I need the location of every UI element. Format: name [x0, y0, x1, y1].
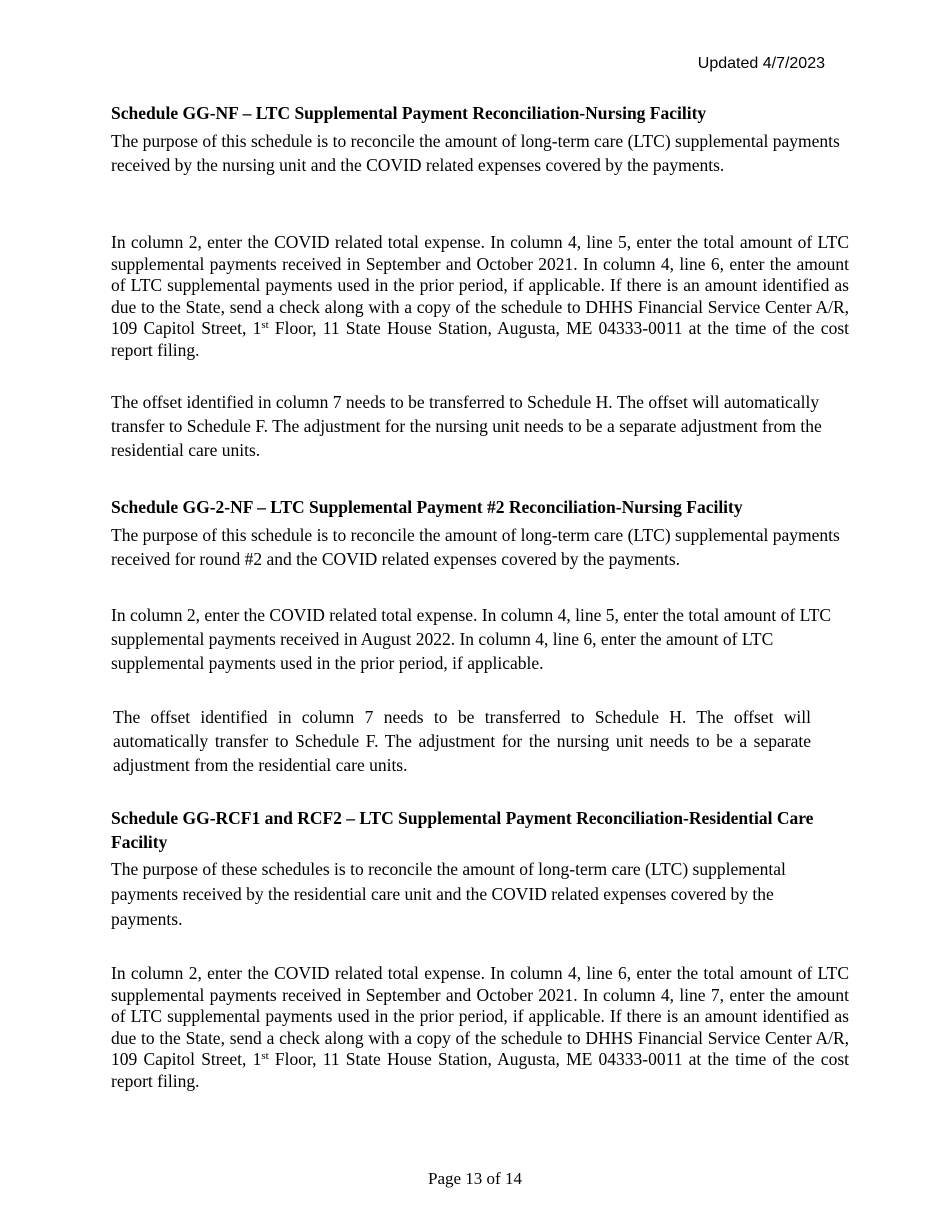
instructions-gg-rcf-text-1: In column 2, enter the COVID related total expense. In column 4, line 6, enter the total amount of LTC supplemental payments received in September and October 2021. In column 4, line 7, enter the amount of LTC supplemental payments used in the prior period, if applicable. If there is an amount identified as due to the State, send a check along with a copy of the schedule to DHHS Financial Service Center A/R, 109 Capitol Street, 1	[111, 963, 849, 1069]
section-heading-gg2-nf: Schedule GG-2-NF – LTC Supplemental Payment #2 Reconciliation-Nursing Facility	[111, 497, 743, 517]
offset-gg2-nf: The offset identified in column 7 needs to be transferred to Schedule H. The offset will automatically transfer to Schedule F. The adjustment for the nursing unit needs to be a separate adjustment from the residential care units.	[113, 707, 811, 775]
purpose-gg-rcf: The purpose of these schedules is to reconcile the amount of long-term care (LTC) supplemental payments received by the residential care unit and the COVID related expenses covered by the payments.	[111, 859, 786, 929]
offset-gg-nf: The offset identified in column 7 needs to be transferred to Schedule H. The offset will automatically transfer to Schedule F. The adjustment for the nursing unit needs to be a separate adjustment from the residential care units.	[111, 392, 822, 460]
instructions-gg-nf	[111, 232, 849, 361]
page-number: Page 13 of 14	[428, 1169, 522, 1188]
purpose-gg2-nf: The purpose of this schedule is to reconcile the amount of long-term care (LTC) supplemental payments received for round #2 and the COVID related expenses covered by the payments.	[111, 525, 840, 569]
purpose-gg-nf: The purpose of this schedule is to reconcile the amount of long-term care (LTC) supplemental payments received by the nursing unit and the COVID related expenses covered by the payments.	[111, 131, 840, 175]
instructions-gg-nf-superscript: st	[261, 319, 269, 331]
section-heading-gg-rcf: Schedule GG-RCF1 and RCF2 – LTC Supplemental Payment Reconciliation-Residential Care Facility	[111, 808, 814, 852]
instructions-gg-rcf-superscript: st	[261, 1050, 269, 1062]
instructions-gg-nf-text-2: Floor, 11 State House Station, Augusta, ME 04333-0011 at the time of the cost report filing.	[111, 318, 849, 360]
section-heading-gg-nf: Schedule GG-NF – LTC Supplemental Payment Reconciliation-Nursing Facility	[111, 103, 707, 123]
instructions-gg-rcf-text-2: Floor, 11 State House Station, Augusta, ME 04333-0011 at the time of the cost report filing.	[111, 1049, 849, 1091]
instructions-gg2-nf: In column 2, enter the COVID related total expense. In column 4, line 5, enter the total amount of LTC supplemental payments received in August 2022. In column 4, line 6, enter the amount of LTC supplemental payments used in the prior period, if applicable.	[111, 605, 832, 673]
instructions-gg-rcf	[111, 963, 849, 1092]
instructions-gg-nf-text-1: In column 2, enter the COVID related total expense. In column 4, line 5, enter the total amount of LTC supplemental payments received in September and October 2021. In column 4, line 6, enter the amount of LTC supplemental payments used in the prior period, if applicable. If there is an amount identified as due to the State, send a check along with a copy of the schedule to DHHS Financial Service Center A/R, 109 Capitol Street, 1	[111, 232, 849, 338]
updated-date: Updated 4/7/2023	[697, 55, 825, 72]
